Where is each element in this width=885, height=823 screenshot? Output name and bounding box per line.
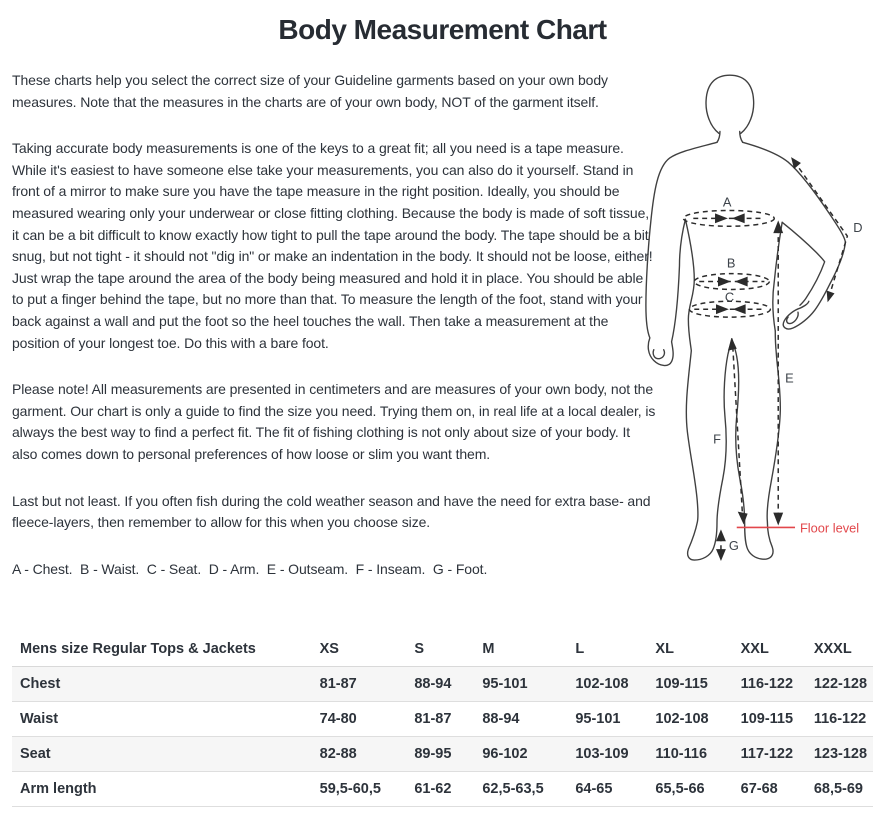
cell: 74-80 [312, 702, 407, 737]
size-guide-page [0, 14, 885, 823]
intro-paragraph-4: Last but not least. If you often fish during the cold weather season and have the need for extra base- and fleece-layers, then remember to allow for this when you choose size. [12, 492, 651, 531]
cell: 95-101 [567, 702, 647, 737]
label-seat-c: C [724, 289, 735, 305]
cell: 88-94 [474, 702, 567, 737]
waist-measure-ellipse [694, 274, 769, 290]
cell: 102-108 [567, 667, 647, 702]
row-label: Waist [12, 702, 312, 737]
label-chest-a: A [722, 194, 732, 210]
inseam-measure-line [733, 347, 743, 519]
table-row-seat [12, 737, 873, 772]
measurement-legend: A - Chest. B - Waist. C - Seat. D - Arm. E - Outseam. F - Inseam. G - Foot. [12, 560, 488, 577]
cell: 82-88 [312, 737, 407, 772]
row-label: Seat [12, 737, 312, 772]
col-header-title: Mens size Regular Tops & Jackets [12, 632, 312, 667]
cell: 67-68 [733, 772, 806, 807]
body-figure-svg [638, 54, 875, 596]
label-outseam-e: E [785, 370, 794, 386]
table-row-waist [12, 702, 873, 737]
intro-paragraph-1: These charts help you select the correct size of your Guideline garments based on your own body measures. Note that the measures in the charts are of your own body, NOT of the garment itself. [12, 72, 608, 110]
table-header-row [12, 632, 873, 667]
col-header-xl: XL [647, 632, 732, 667]
cell: 117-122 [733, 737, 806, 772]
intro-paragraph-3: Please note! All measurements are presented in centimeters and are measures of your own body, not the garment. Our chart is only a guide to find the size you need. Trying them on, in real life at a local dealer, is always the best way to find a perfect fit. The fit of fishing clothing is not only about size of your body. It also comes down to personal preferences of how loose or slim you want them. [12, 381, 656, 462]
label-arm-d: D [853, 220, 863, 236]
label-inseam-f: F [713, 431, 721, 447]
table-row-arm-length [12, 772, 873, 807]
table-row-chest [12, 667, 873, 702]
cell: 123-128 [806, 737, 873, 772]
body-outline [646, 75, 845, 560]
cell: 61-62 [406, 772, 474, 807]
page-title: Body Measurement Chart [278, 14, 607, 45]
cell: 64-65 [567, 772, 647, 807]
floor-level-label: Floor level [799, 520, 860, 536]
intro-paragraph-2: Taking accurate body measurements is one of the keys to a great fit; all you need is a tape measure. While it's easiest to have someone else take your measurements, you can also do it yourself. Stand in front of a mirror to make sure you have the tape measure in the right position. Ideally, you should be measured wearing only your underwear or close fitting clothing. Because the body is made of soft tissue, it can be a bit difficult to know exactly how tight to pull the tape around the body. The tape should be a bit snug, but not tight - it should not "dig in" or make an indentation in the body. It should not be loose, either! Just wrap the tape around the area of the body being measured and hold it in place. You should be able to put a finger behind the tape, but no more than that. To measure the length of the foot, stand with your back against a wall and put the foot so the heel touches the wall. Then take a measurement at the position of your longest toe. Do this with a bare foot. [12, 140, 653, 351]
cell: 59,5-60,5 [312, 772, 407, 807]
cell: 65,5-66 [647, 772, 732, 807]
content-area [12, 70, 873, 632]
cell: 102-108 [647, 702, 732, 737]
cell: 81-87 [312, 667, 407, 702]
col-header-xs: XS [312, 632, 407, 667]
label-foot-g: G [728, 538, 739, 554]
cell: 110-116 [647, 737, 732, 772]
col-header-s: S [406, 632, 474, 667]
label-waist-b: B [726, 255, 736, 271]
cell: 96-102 [474, 737, 567, 772]
cell: 89-95 [406, 737, 474, 772]
col-header-xxxl: XXXL [806, 632, 873, 667]
row-label: Arm length [12, 772, 312, 807]
cell: 68,5-69 [806, 772, 873, 807]
cell: 103-109 [567, 737, 647, 772]
col-header-xxl: XXL [733, 632, 806, 667]
measurement-marks [683, 161, 847, 554]
cell: 81-87 [406, 702, 474, 737]
cell: 116-122 [806, 702, 873, 737]
col-header-m: M [474, 632, 567, 667]
cell: 122-128 [806, 667, 873, 702]
cell: 116-122 [733, 667, 806, 702]
cell: 109-115 [647, 667, 732, 702]
cell: 109-115 [733, 702, 806, 737]
row-label: Chest [12, 667, 312, 702]
cell: 95-101 [474, 667, 567, 702]
intro-text [12, 70, 657, 580]
body-measurement-diagram [638, 54, 875, 596]
size-table [12, 632, 873, 807]
col-header-l: L [567, 632, 647, 667]
cell: 62,5-63,5 [474, 772, 567, 807]
cell: 88-94 [406, 667, 474, 702]
